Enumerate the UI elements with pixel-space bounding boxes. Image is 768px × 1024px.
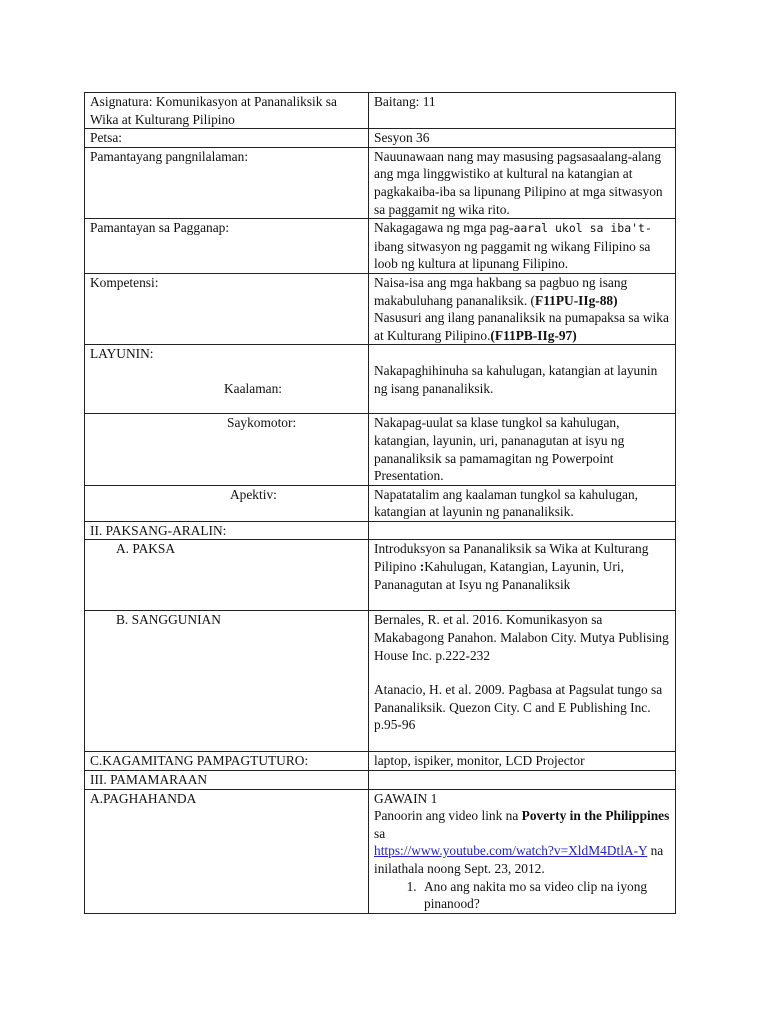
paksa-colon: : <box>419 559 425 575</box>
apektiv-text: Napatatalim ang kaalaman tungkol sa kahulugan, katangian at layunin ng pananaliksik. <box>369 485 676 521</box>
saykomotor-cell <box>85 414 369 485</box>
table-row <box>85 219 676 274</box>
kompetensi-2-code: (F11PB-IIg-97) <box>490 327 577 343</box>
table-row <box>85 345 676 414</box>
table-row <box>85 93 676 129</box>
gawain-questions <box>374 878 670 913</box>
list-item: 1. Ano ang nakita mo sa video clip na iyong pinanood? <box>420 878 670 913</box>
pamamaraan-label: III. PAMAMARAAN <box>85 771 369 790</box>
table-row <box>85 540 676 611</box>
kagamitan-label: C.KAGAMITANG PAMPAGTUTURO: <box>85 752 369 771</box>
layunin-kaalaman-label <box>85 345 369 414</box>
table-row <box>85 611 676 752</box>
paghahanda-label: A.PAGHAHANDA <box>85 789 369 913</box>
kompetensi-1: Naisa-isa ang mga hakbang sa pagbuo ng isang makabuluhang pananaliksik. ( <box>374 274 628 308</box>
table-row <box>85 752 676 771</box>
gawain-pre: Panoorin ang video link na <box>374 808 522 824</box>
pamantayan-pagganap-label: Pamantayan sa Pagganap: <box>85 219 369 274</box>
paksa-title: Introduksyon sa Pananaliksik sa Wika at Kulturang Pilipino <box>374 541 649 575</box>
paksang-aralin-label: II. PAKSANG-ARALIN: <box>85 521 369 540</box>
asignatura-cell: Asignatura: Komunikasyon at Pananaliksik sa Wika at Kulturang Pilipino <box>85 93 369 129</box>
table-row <box>85 147 676 218</box>
gawain-post: na inilathala noong Sept. 23, 2012. <box>374 843 664 877</box>
sanggunian-1: Bernales, R. et al. 2016. Komunikasyon sa Makabagong Panahon. Malabon City. Mutya Publising House Inc. p.222-232 <box>374 612 669 663</box>
empty-cell <box>369 771 676 790</box>
table-row <box>85 521 676 540</box>
petsa-label: Petsa: <box>85 129 369 148</box>
pamantayang-pangnilalaman-text: Nauunawaan nang may masusing pagsasaalang-alang ang mga linggwistiko at kultural na katangian at pagkakaiba-iba sa lipunang Pilipino at mga sitwasyon sa paggamit ng wika rito. <box>369 147 676 218</box>
pamantayang-pangnilalaman-label: Pamantayang pangnilalaman: <box>85 147 369 218</box>
table-row <box>85 129 676 148</box>
baitang-cell: Baitang: 11 <box>369 93 676 129</box>
gawain-instruction <box>374 807 670 877</box>
gawain-sa: sa <box>374 825 386 841</box>
table-row <box>85 273 676 344</box>
gawain-title: GAWAIN 1 <box>374 790 438 806</box>
sanggunian-2: Atanacio, H. et al. 2009. Pagbasa at Pagsulat tungo sa Pananaliksik. Quezon City. C and E Publishing Inc. p.95-96 <box>374 682 663 733</box>
saykomotor-label: Saykomotor: <box>227 415 297 431</box>
empty-cell <box>369 521 676 540</box>
apektiv-label: Apektiv: <box>230 486 277 502</box>
kaalaman-text <box>369 345 676 414</box>
table-row <box>85 485 676 521</box>
kompetensi-text <box>369 273 676 344</box>
kompetensi-label: Kompetensi: <box>85 273 369 344</box>
lesson-plan-document <box>84 92 674 914</box>
lesson-plan-table <box>84 92 676 914</box>
gawain-cell <box>369 789 676 913</box>
sanggunian-text <box>369 611 676 752</box>
paksa-label: A. PAKSA <box>116 541 176 557</box>
kompetensi-2: Nasusuri ang ilang pananaliksik na pumapaksa sa wika at Kulturang Pilipino. <box>374 310 669 343</box>
kaalaman-label: Kaalaman: <box>224 380 282 396</box>
table-row <box>85 771 676 790</box>
sanggunian-label: B. SANGGUNIAN <box>116 612 221 628</box>
youtube-link[interactable]: https://www.youtube.com/watch?v=XldM4DtlA-Y <box>374 843 648 859</box>
table-row <box>85 414 676 485</box>
table-row <box>85 789 676 913</box>
paksa-details: Kahulugan, Katangian, Layunin, Uri, Pananagutan at Isyu ng Pananaliksik <box>374 559 624 592</box>
pagganap-text-mono: aaral ukol sa iba't- <box>513 221 652 236</box>
kaalaman-description: Nakapaghihinuha sa kahulugan, katangian at layunin ng isang pananaliksik. <box>374 363 658 396</box>
paksa-cell <box>85 540 369 611</box>
sanggunian-cell <box>85 611 369 752</box>
pamantayan-pagganap-text <box>369 219 676 274</box>
pagganap-text-end: ibang sitwasyon ng paggamit ng wikang Filipino sa loob ng kultura at lipunang Filipino. <box>374 238 651 272</box>
gawain-video-title: Poverty in the Philippines <box>521 808 670 824</box>
saykomotor-text: Nakapag-uulat sa klase tungkol sa kahulugan, katangian, layunin, uri, pananagutan at isyu ng pananaliksik sa pamamagitan ng Powerpoint Presentation. <box>369 414 676 485</box>
kompetensi-1-code: F11PU-IIg-88) <box>535 292 618 308</box>
paksa-text <box>369 540 676 611</box>
pagganap-text-start: Nakagagawa ng mga pag- <box>374 220 514 236</box>
layunin-label: LAYUNIN: <box>90 346 154 362</box>
sesyon-cell: Sesyon 36 <box>369 129 676 148</box>
kagamitan-text: laptop, ispiker, monitor, LCD Projector <box>369 752 676 771</box>
apektiv-cell <box>85 485 369 521</box>
